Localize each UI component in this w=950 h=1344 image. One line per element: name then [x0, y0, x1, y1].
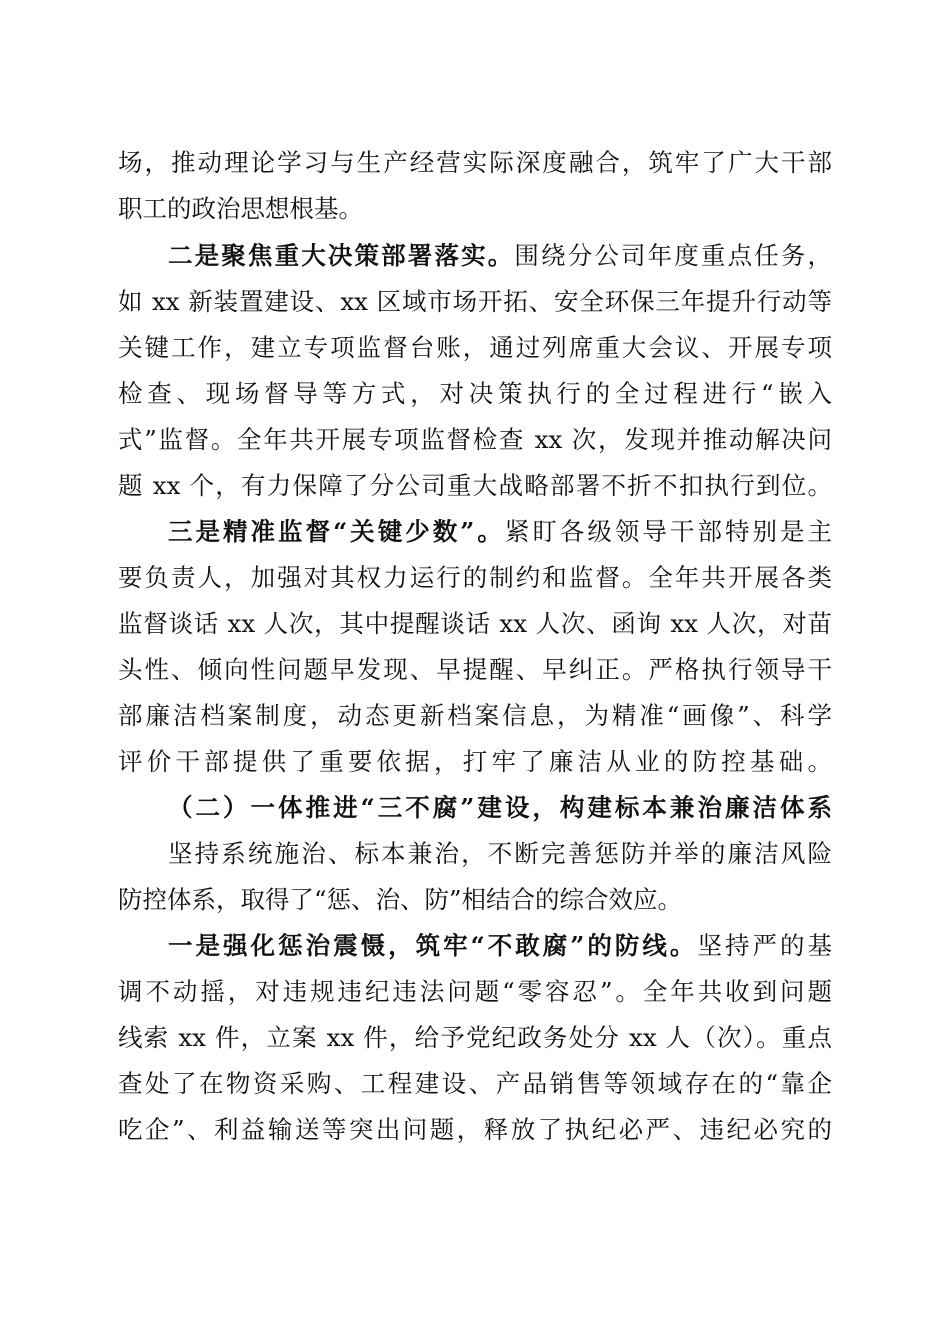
text-line: [118, 466, 832, 506]
text-line: [118, 189, 832, 229]
text-line: [118, 143, 832, 183]
text-line: [118, 420, 832, 460]
line-text: 围绕分公司年度重点任务，: [514, 241, 833, 270]
paragraph-lead-bold: 三是精准监督“关键少数”。: [168, 517, 505, 546]
line-text: 防控体系，取得了“惩、治、防”相结合的综合效应。: [118, 885, 683, 914]
section-heading: [168, 788, 832, 828]
text-line: [118, 650, 832, 690]
line-text: 线索 xx 件，立案 xx 件，给予党纪政务处分 xx 人（次）。重点: [118, 1023, 832, 1052]
text-line: [118, 696, 832, 736]
line-text: 如 xx 新装置建设、xx 区域市场开拓、安全环保三年提升行动等: [118, 287, 832, 316]
line-text: 坚持严的基: [697, 931, 833, 960]
line-text: 检查、现场督导等方式，对决策执行的全过程进行“嵌入: [118, 379, 832, 408]
line-text: 场，推动理论学习与生产经营实际深度融合，筑牢了广大干部: [118, 148, 832, 177]
text-line: [118, 880, 832, 920]
line-text: 头性、倾向性问题早发现、早提醒、早纠正。严格执行领导干: [118, 655, 832, 684]
line-text: 式”监督。全年共开展专项监督检查 xx 次，发现并推动解决问: [118, 425, 832, 454]
text-line: [168, 834, 832, 874]
text-line: [118, 558, 832, 598]
paragraph-lead-bold: 二是聚焦重大决策部署落实。: [168, 241, 515, 270]
text-line: [168, 236, 832, 276]
line-text: 职工的政治思想根基。: [118, 194, 363, 223]
line-text: 要负责人，加强对其权力运行的制约和监督。全年共开展各类: [118, 563, 832, 592]
line-text: 题 xx 个，有力保障了分公司重大战略部署不折不扣执行到位。: [118, 471, 832, 500]
text-line: [118, 1018, 832, 1058]
line-text: 调不动摇，对违规违纪违法问题“零容忍”。全年共收到问题: [118, 977, 832, 1006]
line-text: 紧盯各级领导干部特别是主: [504, 517, 833, 546]
line-text: 监督谈话 xx 人次，其中提醒谈话 xx 人次、函询 xx 人次，对苗: [118, 609, 832, 638]
heading-text: （二）一体推进“三不腐”建设，构建标本兼治廉洁体系: [168, 793, 832, 822]
text-line: [118, 972, 832, 1012]
line-text: 查处了在物资采购、工程建设、产品销售等领域存在的“靠企: [118, 1069, 832, 1098]
line-text: 部廉洁档案制度，动态更新档案信息，为精准“画像”、科学: [118, 701, 832, 730]
text-line: [118, 1110, 832, 1150]
text-line: [118, 1064, 832, 1104]
paragraph-lead-bold: 一是强化惩治震慑，筑牢“不敢腐”的防线。: [168, 931, 698, 960]
line-text: 坚持系统施治、标本兼治，不断完善惩防并举的廉洁风险: [168, 839, 832, 868]
text-line: [118, 328, 832, 368]
text-line: [118, 604, 832, 644]
line-text: 评价干部提供了重要依据，打牢了廉洁从业的防控基础。: [118, 747, 832, 776]
text-line: [118, 282, 832, 322]
line-text: 吃企”、利益输送等突出问题，释放了执纪必严、违纪必究的: [118, 1115, 832, 1144]
text-line: [168, 926, 832, 966]
line-text: 关键工作，建立专项监督台账，通过列席重大会议、开展专项: [118, 333, 832, 362]
text-line: [118, 742, 832, 782]
text-line: [118, 374, 832, 414]
text-line: [168, 512, 832, 552]
